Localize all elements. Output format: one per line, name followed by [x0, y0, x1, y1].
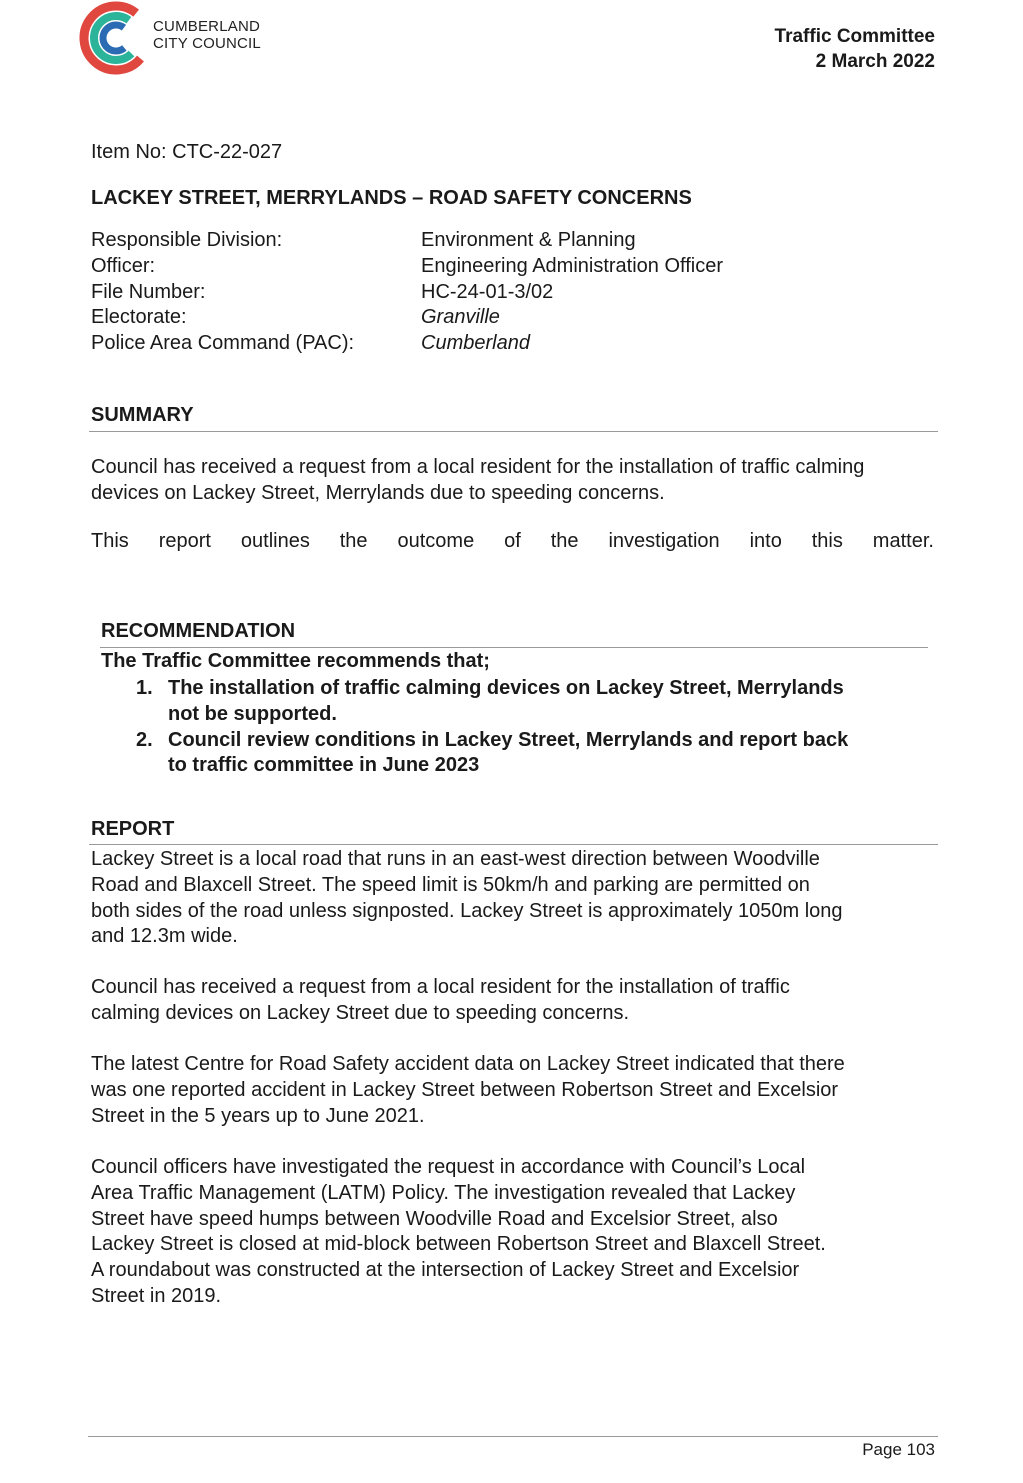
item-text [168, 676, 931, 728]
report-line: Council has received a request from a local resident for the installation of traffic [91, 976, 790, 998]
report-line: Street in 2019. [91, 1284, 222, 1307]
meta-row [91, 280, 723, 306]
report-meta [91, 228, 723, 357]
report-line: both sides of the road unless signposted. Lackey Street is approximately 1050m long [91, 899, 843, 922]
summary-divider [89, 431, 938, 432]
report-line: Road and Blaxcell Street. The speed limit is 50km/h and parking are permitted on [91, 873, 810, 896]
item-line: The installation of traffic calming devices on Lackey Street, Merrylands [168, 677, 844, 699]
word: the [339, 530, 368, 552]
report-line: Street in the 5 years up to June 2021. [91, 1104, 425, 1127]
council-name-line1: CUMBERLAND [153, 18, 261, 35]
meta-row [91, 331, 723, 357]
council-logo [76, 0, 156, 76]
recommendation-item [101, 676, 931, 728]
meta-label: Police Area Command (PAC): [91, 332, 355, 355]
report-line: was one reported accident in Lackey Street between Robertson Street and Excelsior [91, 1078, 839, 1101]
meta-value: HC-24-01-3/02 [421, 280, 554, 303]
footer-divider [88, 1436, 938, 1437]
summary-heading: SUMMARY [91, 404, 194, 426]
report-line: Council officers have investigated the request in accordance with Council’s Local [91, 1156, 806, 1178]
page-number: Page 103 [862, 1440, 935, 1459]
council-name-line2: CITY COUNCIL [153, 35, 261, 52]
meta-row [91, 228, 723, 254]
recommendation-heading: RECOMMENDATION [101, 620, 296, 642]
report-line: Street have speed humps between Woodville Road and Excelsior Street, also [91, 1207, 778, 1230]
report-paragraph [91, 847, 939, 950]
report-line: Area Traffic Management (LATM) Policy. The investigation revealed that Lackey [91, 1181, 796, 1204]
word: matter. [872, 530, 934, 552]
report-paragraph [91, 1052, 939, 1129]
meta-value: Granville [421, 306, 500, 329]
meta-label: File Number: [91, 280, 206, 303]
meta-row [91, 305, 723, 331]
report-title: LACKEY STREET, MERRYLANDS – ROAD SAFETY CONCERNS [91, 187, 692, 209]
report-divider [89, 844, 938, 845]
council-name [153, 18, 261, 52]
word: This [91, 530, 129, 552]
recommendation-list [101, 676, 931, 779]
meta-label: Responsible Division: [91, 229, 283, 251]
summary-outline [91, 529, 939, 555]
word: investigation [608, 530, 720, 552]
meta-label: Electorate: [91, 306, 187, 329]
meta-row [91, 254, 723, 280]
item-number-label: 1. [136, 677, 153, 699]
report-paragraph [91, 975, 939, 1027]
meta-value: Cumberland [421, 332, 530, 355]
recommendation-lead: The Traffic Committee recommends that; [101, 650, 490, 672]
report-line: Lackey Street is closed at mid-block between Robertson Street and Blaxcell Street. [91, 1233, 826, 1256]
item-line: not be supported. [168, 702, 337, 725]
recommendation-divider [100, 647, 928, 648]
item-line: Council review conditions in Lackey Street, Merrylands and report back [168, 728, 849, 751]
report-line: calming devices on Lackey Street due to speeding concerns. [91, 1001, 630, 1024]
report-line: Lackey Street is a local road that runs in an east-west direction between Woodville [91, 848, 820, 870]
word: outcome [397, 530, 475, 552]
report-paragraph [91, 1155, 939, 1310]
report-line: The latest Centre for Road Safety accident data on Lackey Street indicated that there [91, 1053, 845, 1075]
summary-line: devices on Lackey Street, Merrylands due to speeding concerns. [91, 481, 665, 504]
report-line: A roundabout was constructed at the intersection of Lackey Street and Excelsior [91, 1259, 800, 1282]
item-text [168, 728, 931, 780]
word: this [811, 530, 843, 552]
meeting-name: Traffic Committee [774, 26, 935, 47]
word: of [504, 530, 521, 552]
justified-line [91, 529, 934, 555]
item-number: Item No: CTC-22-027 [91, 141, 283, 163]
meta-label: Officer: [91, 254, 156, 277]
item-number-label: 2. [136, 728, 153, 751]
meta-value: Environment & Planning [421, 229, 636, 251]
word: into [749, 530, 782, 552]
meta-value: Engineering Administration Officer [421, 254, 724, 277]
word: the [550, 530, 579, 552]
recommendation-item [101, 728, 931, 780]
summary-line: Council has received a request from a local resident for the installation of traffic calming [91, 456, 865, 478]
item-line: to traffic committee in June 2023 [168, 754, 480, 777]
report-line: and 12.3m wide. [91, 925, 238, 948]
meeting-date: 2 March 2022 [815, 51, 935, 72]
meeting-header [775, 24, 935, 74]
word: outlines [240, 530, 310, 552]
word: report [158, 530, 211, 552]
summary-paragraph [91, 455, 939, 507]
report-heading: REPORT [91, 818, 175, 840]
